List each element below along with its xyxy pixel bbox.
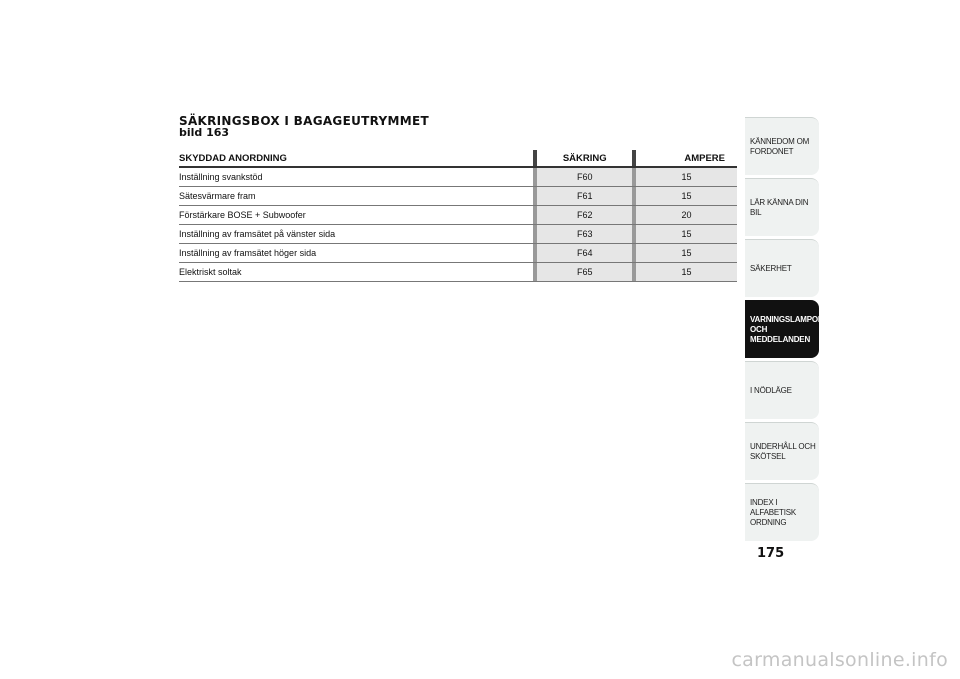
ampere-cell: 15 <box>636 167 737 187</box>
fuse-cell: F63 <box>537 225 632 244</box>
tab-varningslampor-och-meddelanden[interactable] <box>745 300 824 358</box>
tab-label: UNDERHÅLL OCH SKÖTSEL <box>750 441 816 461</box>
ampere-cell: 15 <box>636 225 737 244</box>
device-cell: Inställning svankstöd <box>179 167 533 187</box>
device-cell: Sätesvärmare fram <box>179 187 533 206</box>
table-row <box>179 244 737 263</box>
table-row <box>179 167 737 187</box>
page-number: 175 <box>757 546 785 561</box>
chapter-tabs <box>745 117 824 544</box>
tab-label: KÄNNEDOM OM FORDONET <box>750 136 810 156</box>
tab-kannedom-om-fordonet[interactable] <box>745 117 819 175</box>
device-cell: Inställning av framsätet höger sida <box>179 244 533 263</box>
tab-label: INDEX I ALFABETISK ORDNING <box>750 497 797 527</box>
column-header-ampere: AMPERE <box>636 150 737 167</box>
ampere-cell: 15 <box>636 187 737 206</box>
fuse-table <box>179 150 737 282</box>
device-cell: Inställning av framsätet på vänster sida <box>179 225 533 244</box>
fuse-cell: F60 <box>537 167 632 187</box>
ampere-cell: 15 <box>636 263 737 282</box>
fuse-cell: F62 <box>537 206 632 225</box>
tab-i-nodlage[interactable] <box>745 361 819 419</box>
table-row <box>179 206 737 225</box>
tab-sakerhet[interactable] <box>745 239 819 297</box>
column-header-device: SKYDDAD ANORDNING <box>179 150 533 167</box>
ampere-cell: 15 <box>636 244 737 263</box>
table-row <box>179 263 737 282</box>
tab-label: I NÖDLÄGE <box>750 385 792 395</box>
tab-label: LÄR KÄNNA DIN BIL <box>750 197 809 217</box>
watermark: carmanualsonline.info <box>731 649 948 671</box>
tab-underhall-och-skotsel[interactable] <box>745 422 819 480</box>
tab-lar-kanna-din-bil[interactable] <box>745 178 819 236</box>
page-title: SÄKRINGSBOX I BAGAGEUTRYMMET <box>179 114 429 128</box>
table-row <box>179 225 737 244</box>
device-cell: Förstärkare BOSE + Subwoofer <box>179 206 533 225</box>
table-row <box>179 187 737 206</box>
fuse-cell: F65 <box>537 263 632 282</box>
fuse-cell: F64 <box>537 244 632 263</box>
table-header-row <box>179 150 737 167</box>
tab-index-i-alfabetisk-ordning[interactable] <box>745 483 819 541</box>
tab-label: SÄKERHET <box>750 263 792 273</box>
ampere-cell: 20 <box>636 206 737 225</box>
tab-label: VARNINGSLAMPOR OCH MEDDELANDEN <box>750 314 824 344</box>
figure-reference: bild 163 <box>179 126 230 139</box>
column-header-fuse: SÄKRING <box>537 150 632 167</box>
device-cell: Elektriskt soltak <box>179 263 533 282</box>
fuse-cell: F61 <box>537 187 632 206</box>
